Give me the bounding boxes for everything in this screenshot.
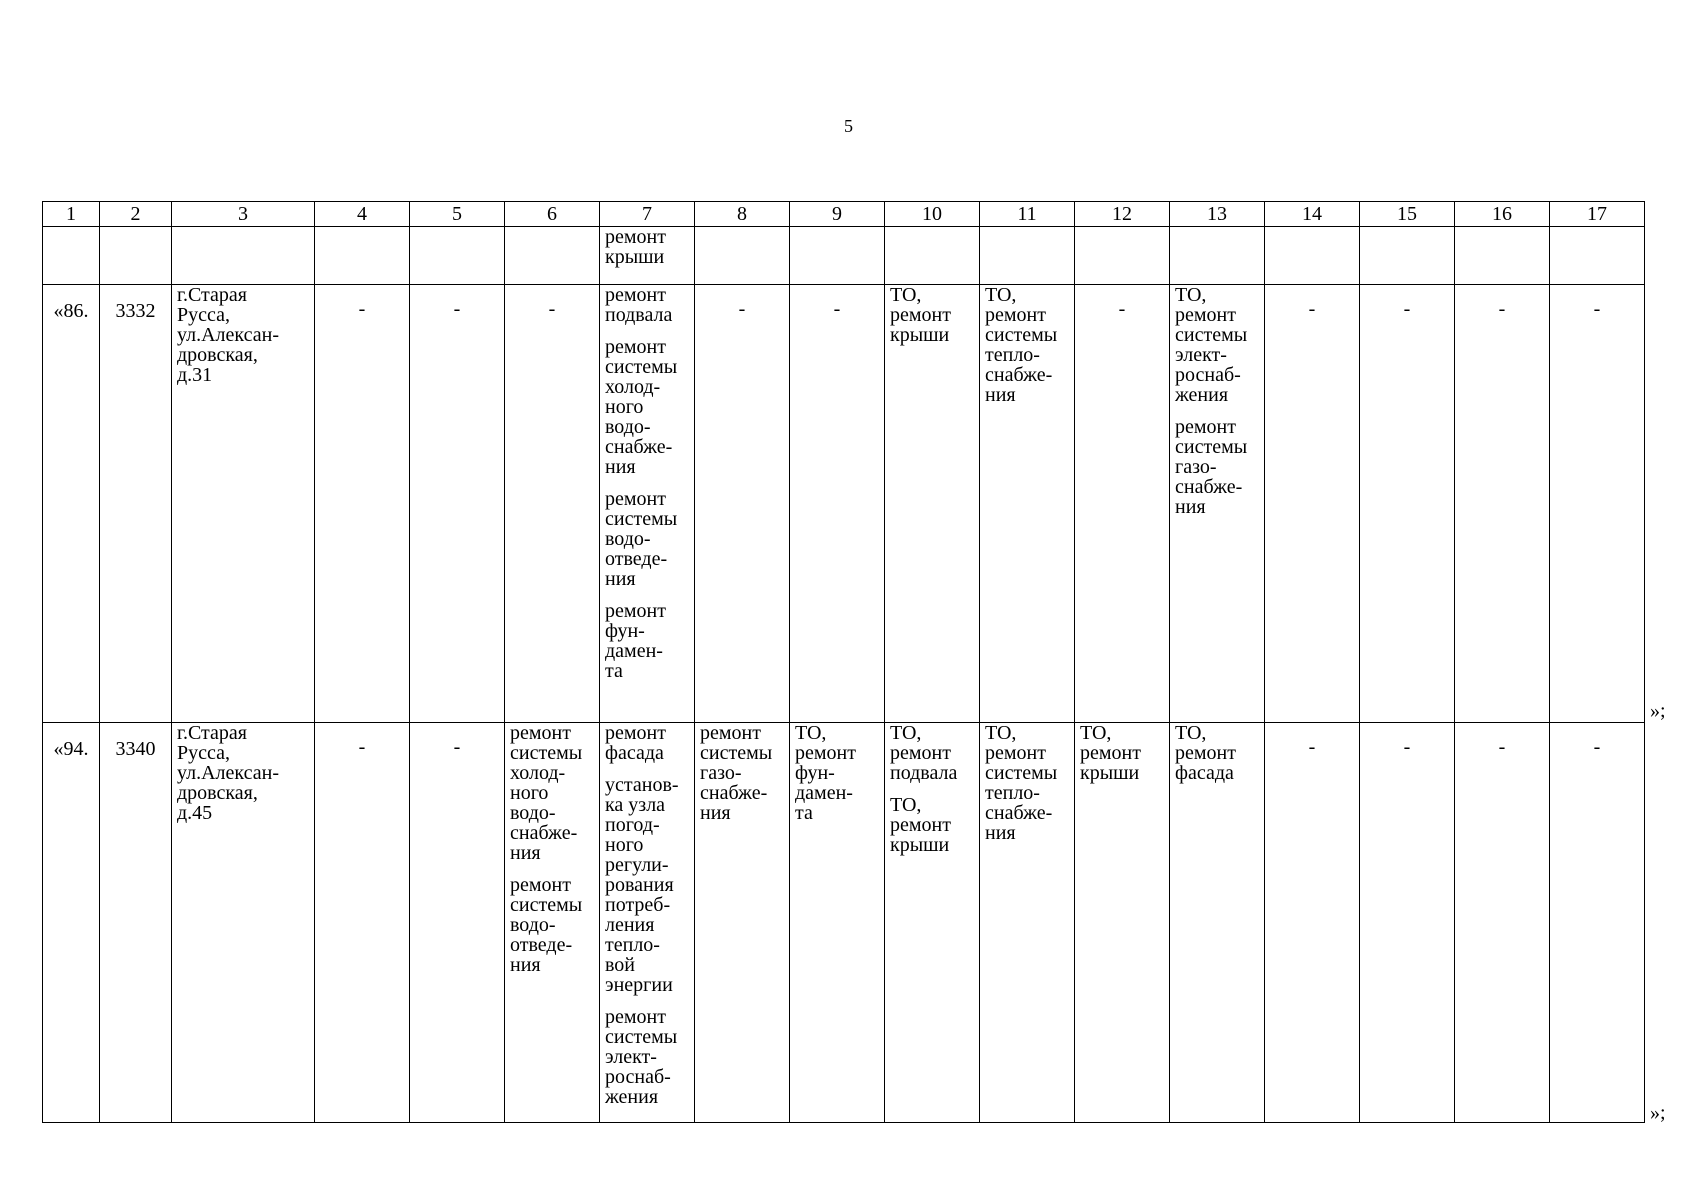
empty-dash: -: [1308, 298, 1316, 320]
column-header: 16: [1455, 202, 1550, 227]
cell-record-id: [100, 227, 172, 285]
cell-col-14: [1265, 227, 1360, 285]
cell-entry: ремонт системы элект- роснаб- жения: [605, 1006, 678, 1108]
cell-address: [172, 285, 315, 723]
empty-dash: -: [453, 298, 461, 320]
cell-entry: ТО, ремонт системы элект- роснаб- жения: [1175, 284, 1248, 406]
column-header: 4: [315, 202, 410, 227]
cell-col-12: [1075, 285, 1170, 723]
cell-entry: г.Старая Русса, ул.Алексан- дровская, д.31: [177, 284, 279, 386]
cell-entry: ТО, ремонт фасада: [1175, 722, 1236, 784]
cell-col-16: [1455, 285, 1550, 723]
cell-col-16: [1455, 227, 1550, 285]
column-header: 3: [172, 202, 315, 227]
empty-dash: -: [1118, 298, 1126, 320]
column-header: 7: [600, 202, 695, 227]
repair-schedule-table: [42, 201, 1645, 1123]
cell-row-number: [43, 227, 100, 285]
cell-col-14: [1265, 285, 1360, 723]
cell-col-4: [315, 227, 410, 285]
cell-entry: ТО, ремонт системы тепло- снабже- ния: [985, 722, 1058, 844]
column-header: 1: [43, 202, 100, 227]
cell-entry: ТО, ремонт крыши: [1080, 722, 1141, 784]
cell-entry: ТО, ремонт системы тепло- снабже- ния: [985, 284, 1058, 406]
cell-col-8: [695, 227, 790, 285]
record-id: 3332: [115, 300, 156, 322]
cell-col-7: [600, 285, 695, 723]
record-id: 3340: [115, 738, 156, 760]
cell-col-15: [1360, 723, 1455, 1123]
column-header: 6: [505, 202, 600, 227]
cell-row-number: [43, 285, 100, 723]
column-header: 13: [1170, 202, 1265, 227]
empty-dash: -: [548, 298, 556, 320]
cell-entry: ремонт подвала: [605, 284, 673, 326]
cell-col-9: [790, 723, 885, 1123]
cell-col-10: [885, 723, 980, 1123]
cell-col-4: [315, 285, 410, 723]
cell-entry: ремонт фун- дамен- та: [605, 600, 666, 682]
cell-entry: ТО, ремонт фун- дамен- та: [795, 722, 856, 824]
cell-entry: ремонт системы газо- снабже- ния: [700, 722, 773, 824]
cell-col-5: [410, 723, 505, 1123]
empty-dash: -: [1403, 298, 1411, 320]
empty-dash: -: [453, 736, 461, 758]
cell-col-6: [505, 227, 600, 285]
empty-dash: -: [1593, 736, 1601, 758]
column-header: 11: [980, 202, 1075, 227]
column-header: 10: [885, 202, 980, 227]
cell-col-13: [1170, 227, 1265, 285]
column-header: 9: [790, 202, 885, 227]
cell-col-6: [505, 285, 600, 723]
row-number: «86.: [53, 300, 89, 322]
cell-entry: ремонт системы холод- ного водо- снабже- ния: [510, 722, 583, 864]
cell-col-15: [1360, 227, 1455, 285]
column-header: 15: [1360, 202, 1455, 227]
row-number: «94.: [53, 738, 89, 760]
cell-entry: установ- ка узла погод- ного регули- рования потреб- ления тепло- вой энергии: [605, 774, 679, 996]
cell-col-7: [600, 723, 695, 1123]
empty-dash: -: [1403, 736, 1411, 758]
cell-entry: ремонт системы газо- снабже- ния: [1175, 416, 1248, 518]
page-number: 5: [844, 116, 853, 136]
cell-col-13: [1170, 723, 1265, 1123]
cell-col-5: [410, 227, 505, 285]
table-row: [43, 285, 1645, 723]
cell-col-11: [980, 227, 1075, 285]
cell-entry: ТО, ремонт крыши: [890, 284, 951, 346]
cell-col-12: [1075, 227, 1170, 285]
cell-entry: ремонт системы водо- отведе- ния: [510, 874, 583, 976]
empty-dash: -: [358, 298, 366, 320]
cell-col-17: [1550, 227, 1645, 285]
cell-col-10: [885, 227, 980, 285]
cell-col-17: [1550, 723, 1645, 1123]
empty-dash: -: [1308, 736, 1316, 758]
cell-col-9: [790, 285, 885, 723]
cell-col-14: [1265, 723, 1360, 1123]
cell-record-id: [100, 285, 172, 723]
column-header: 12: [1075, 202, 1170, 227]
column-header: 8: [695, 202, 790, 227]
cell-col-6: [505, 723, 600, 1123]
cell-row-number: [43, 723, 100, 1123]
cell-col-15: [1360, 285, 1455, 723]
cell-col-8: [695, 723, 790, 1123]
column-header: 5: [410, 202, 505, 227]
cell-col-12: [1075, 723, 1170, 1123]
empty-dash: -: [1498, 736, 1506, 758]
empty-dash: -: [833, 298, 841, 320]
column-header: 2: [100, 202, 172, 227]
cell-col-13: [1170, 285, 1265, 723]
row-end-mark-94: »;: [1650, 1102, 1666, 1124]
cell-entry: ТО, ремонт подвала: [890, 722, 958, 784]
table-header-row: [43, 202, 1645, 227]
cell-col-4: [315, 723, 410, 1123]
column-header: 17: [1550, 202, 1645, 227]
cell-entry: ремонт системы водо- отведе- ния: [605, 488, 678, 590]
empty-dash: -: [738, 298, 746, 320]
cell-col-5: [410, 285, 505, 723]
column-header: 14: [1265, 202, 1360, 227]
cell-col-17: [1550, 285, 1645, 723]
cell-col-16: [1455, 723, 1550, 1123]
empty-dash: -: [358, 736, 366, 758]
cell-entry: ремонт крыши: [605, 226, 666, 268]
cell-col-11: [980, 723, 1075, 1123]
cell-col-11: [980, 285, 1075, 723]
cell-col-10: [885, 285, 980, 723]
table-row: [43, 227, 1645, 285]
empty-dash: -: [1498, 298, 1506, 320]
cell-record-id: [100, 723, 172, 1123]
cell-col-8: [695, 285, 790, 723]
cell-address: [172, 723, 315, 1123]
row-end-mark-86: »;: [1650, 700, 1666, 722]
cell-entry: ТО, ремонт крыши: [890, 794, 951, 856]
cell-entry: ремонт системы холод- ного водо- снабже- ния: [605, 336, 678, 478]
cell-col-7: [600, 227, 695, 285]
table-row: [43, 723, 1645, 1123]
empty-dash: -: [1593, 298, 1601, 320]
cell-entry: ремонт фасада: [605, 722, 666, 764]
cell-col-9: [790, 227, 885, 285]
cell-address: [172, 227, 315, 285]
cell-entry: г.Старая Русса, ул.Алексан- дровская, д.45: [177, 722, 279, 824]
